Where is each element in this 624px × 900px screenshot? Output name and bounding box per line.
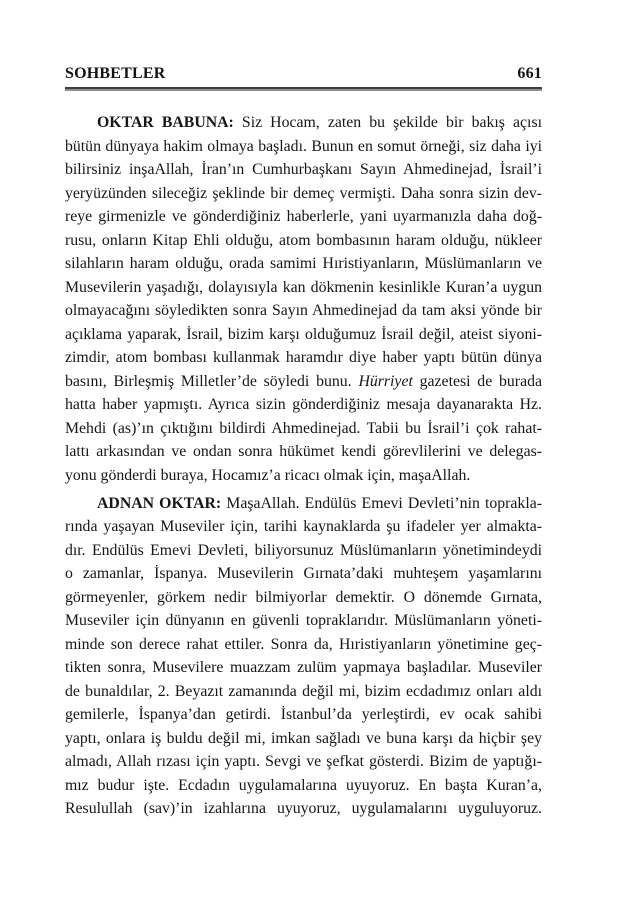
text-line (65, 562, 542, 586)
text-line (65, 609, 542, 633)
text-segment: rusu, onların Kitap Ehli olduğu, atom bombasının haram olduğu, nükleer (65, 231, 542, 249)
text-segment: basını, Birleşmiş Milletler’de söyledi bunu. (65, 372, 359, 390)
text-segment: açıklama yaparak, İsrail, bizim karşı olduğumuz İsrail değil, ateist siyoni- (65, 325, 542, 343)
text-line (65, 750, 542, 774)
text-segment: tikten sonra, Musevilere muazzam zulüm yapmaya başladılar. Museviler (65, 659, 542, 676)
italic-text: Hürriyet (358, 372, 413, 390)
header-divider-rule (65, 87, 542, 91)
text-line (65, 205, 542, 229)
text-line (65, 633, 542, 657)
text-line (65, 417, 542, 441)
text-segment: silahların haram olduğu, orada samimi Hıristiyanların, Müslümanların ve (65, 255, 542, 272)
text-line (65, 440, 542, 464)
text-segment: Musevilerin yaşadığı, dolayısıyla kan dökmenin kesinlikle Kuran’a uygun (65, 278, 542, 296)
text-segment: bütün dünyaya hakim olmaya başladı. Bunun en somut örneği, siz daha iyi (65, 137, 542, 155)
text-line (65, 276, 542, 300)
text-line (65, 727, 542, 751)
text-segment: Resulullah (sav)’in izahlarına uyuyoruz, uygulamalarını uyguluyoruz. (65, 800, 542, 817)
text-line (65, 774, 542, 798)
text-segment: olmayacağını söyledikten sonra Sayın Ahmedinejad da tam aksi yönde bir (65, 302, 542, 319)
text-segment: Museviler için dünyanın en güvenli topraklarıdır. Müslümanların yöneti- (65, 612, 542, 629)
text-line (65, 586, 542, 610)
text-segment: o zamanlar, İspanya. Musevilerin Gırnata’daki muhteşem yaşamlarını (65, 565, 542, 582)
text-line (65, 393, 542, 417)
text-line (65, 797, 542, 821)
text-segment: lattı arkasından ve ondan sonra hükümet kendi görevlilerini ve delegas- (65, 443, 542, 460)
text-segment: almadı, Allah rızası için yaptı. Sevgi ve şefkat gösterdi. Bizim de yaptığı- (65, 753, 542, 770)
text-segment: de bunaldılar, 2. Beyazıt zamanında değil mi, bizim ecdadımız onları aldı (65, 682, 542, 700)
text-segment: mız budur işte. Ecdadın uygulamalarına uyuyoruz. En başta Kuran’a, (65, 776, 542, 794)
text-segment: görmeyenler, görkem nedir bilmiyorlar demektir. O dönemde Gırnata, (65, 588, 542, 606)
text-segment: reye girmenizle ve gönderdiğiniz haberlerle, yani uyarmanızla daha doğ- (65, 208, 542, 225)
running-header (65, 65, 542, 83)
text-segment: yeryüzünden sileceğiz şeklinde bir demeç vermişti. Daha sonra sizin dev- (65, 184, 542, 202)
text-line (65, 299, 542, 323)
paragraph (65, 492, 542, 821)
text-segment: zimdir, atom bombası kullanmak haramdır diye haber yaptı bütün dünya (65, 349, 542, 366)
paragraph (65, 111, 542, 487)
text-line (65, 539, 542, 563)
text-segment: rında yaşayan Museviler için, tarihi kaynaklarda şu ifadeler yer almakta- (65, 518, 542, 535)
text-segment: hatta haber yapmıştı. Ayrıca sizin gönderdiğiniz mesaja dayanarakta Hz. (65, 396, 542, 413)
text-segment: bilirsiniz inşaAllah, İran’ın Cumhurbaşkanı Sayın Ahmedinejad, İsrail’i (65, 161, 542, 178)
text-segment: yonu gönderdi buraya, Hocamız’a ricacı olmak için, maşaAllah. (65, 466, 471, 484)
text-line (65, 158, 542, 182)
text-segment: dır. Endülüs Emevi Devleti, biliyorsunuz Müslümanların yönetimindeydi (65, 541, 542, 559)
page-number: 661 (517, 65, 542, 82)
text-line (65, 323, 542, 347)
bold-text: ADNAN OKTAR: (97, 494, 222, 512)
text-segment: MaşaAllah. Endülüs Emevi Devleti’nin toprakla- (221, 494, 542, 512)
text-line (65, 515, 542, 539)
text-line (65, 656, 542, 680)
text-line (65, 229, 542, 253)
text-segment: minde son derece rahat ettiler. Sonra da, Hıristiyanların yönetimine geç- (65, 635, 542, 653)
text-line (65, 464, 542, 488)
bold-text: OKTAR BABUNA: (97, 114, 234, 131)
text-line (65, 492, 542, 516)
text-line (65, 703, 542, 727)
text-line (65, 346, 542, 370)
header-title: SOHBETLER (65, 65, 166, 82)
text-segment: gemilerle, İspanya’dan getirdi. İstanbul’da yerleştirdi, ev ocak sahibi (65, 706, 542, 723)
text-segment: gazetesi de burada (412, 372, 542, 390)
text-line (65, 111, 542, 135)
text-segment: Siz Hocam, zaten bu şekilde bir bakış açısı (233, 114, 542, 131)
text-line (65, 680, 542, 704)
text-segment: yaptı, onlara iş buldu değil mi, imkan sağladı ve buna karşı da hiçbir şey (65, 729, 542, 747)
text-line (65, 252, 542, 276)
text-line (65, 135, 542, 159)
text-line (65, 370, 542, 394)
text-segment: Mehdi (as)’ın çıktığını bildirdi Ahmedinejad. Tabii bu İsrail’i çok rahat- (65, 419, 542, 437)
page-content (65, 0, 542, 825)
text-line (65, 182, 542, 206)
article-body (65, 111, 542, 821)
